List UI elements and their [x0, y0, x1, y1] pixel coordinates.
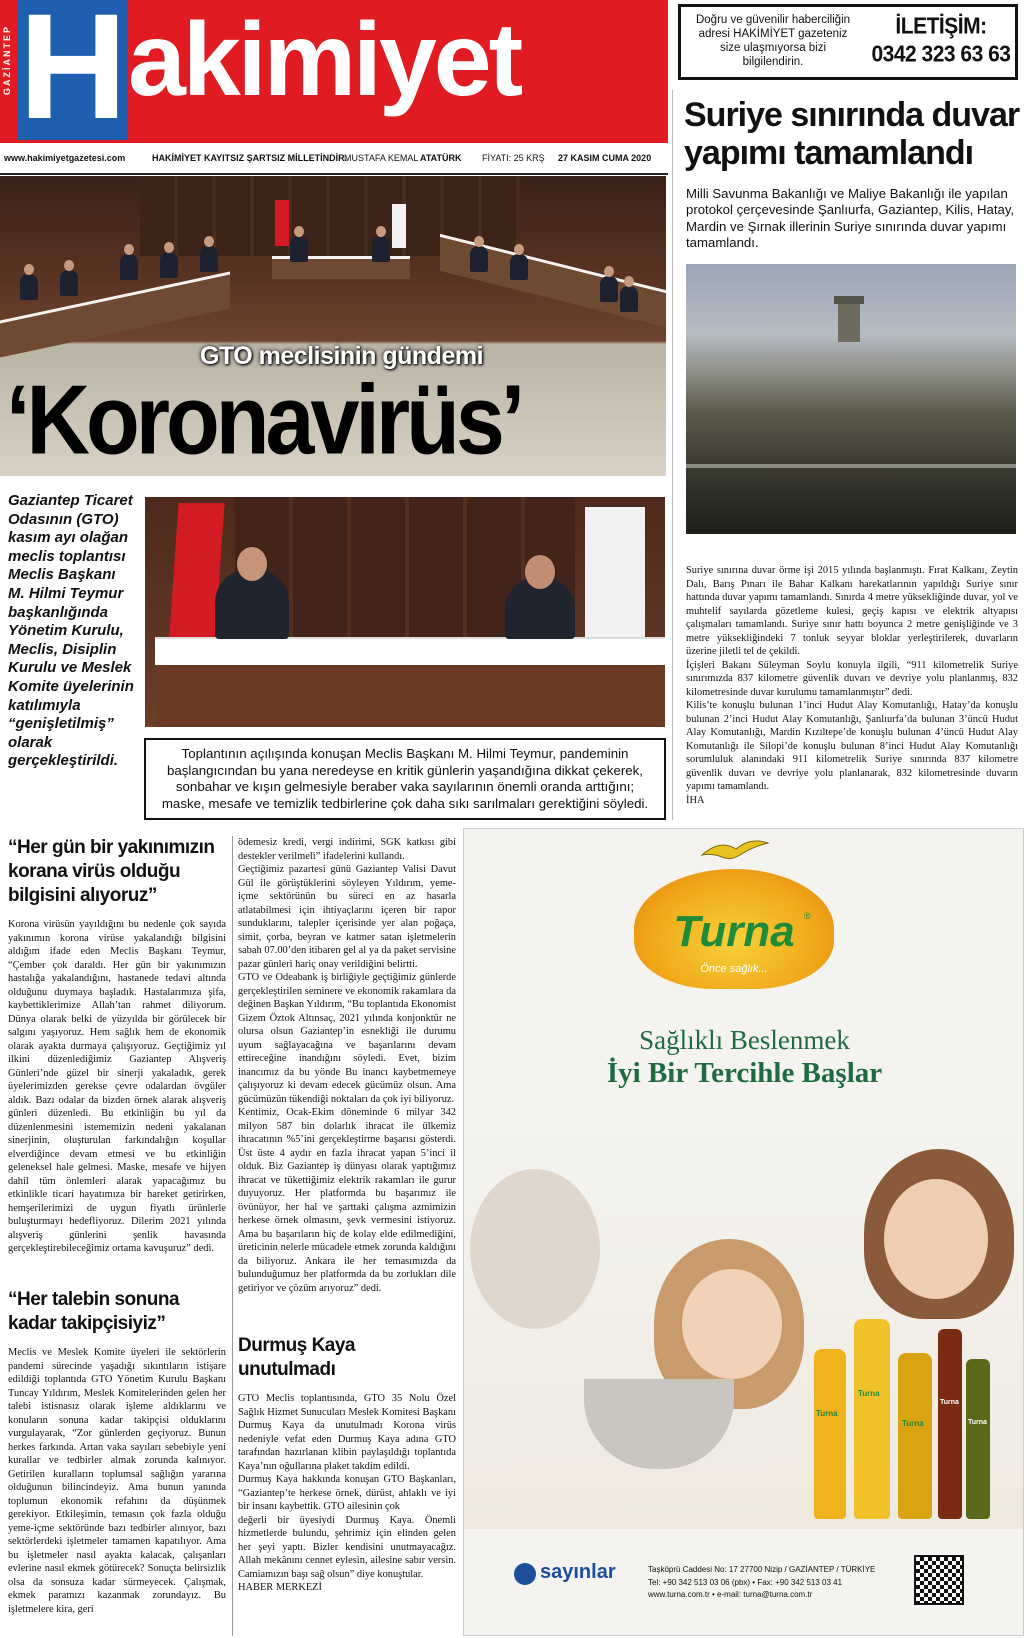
masthead	[0, 0, 668, 143]
suriye-paragraph: İçişleri Bakanı Süleyman Soylu konuyla ilgili, “911 kilometrelik Suriye sınırımızda 837 kilometre güvenlik duvarı ve devriye yolu planlanmış, 832 kilometresinde duvar kurulumu tamamlanmıştır” dedi.	[686, 659, 1018, 698]
bottle-label: Turna	[858, 1389, 880, 1398]
contact-phone[interactable]: 0342 323 63 63	[871, 41, 1011, 68]
motto-author-first: MUSTAFA KEMAL	[344, 153, 419, 163]
website-link[interactable]: www.hakimiyetgazetesi.com	[4, 153, 126, 163]
masthead-info-bar	[0, 143, 668, 175]
suriye-paragraph: Kilis’te konuşlu bulunan 1’inci Hudut Alay Komutanlığı, Hatay’da konuşlu bulunan 2’inci Hudut Alay Komutanlığı, Şanlıurfa’da bulunan 3’üncü Hudut Alay Komutanlığı, Mardin Kızıltepe’de konuşlu bulunan 4’üncü Hudut Alay Komutanlığı ile Silopi’de konuşlu bulunan 8’inci Hudut Alay Komutanlığı sorumluluk alanındaki 911 kilometrelik Suriye sınırında 837 kilometre güvenlik duvarı ve devriye yolu planlanarak, 832 kilometresinde duvarın yapımı tamamlandı.	[686, 700, 1018, 792]
brand-registered: ®	[804, 911, 811, 921]
suriye-paragraph: Suriye sınırına duvar örme işi 2015 yılında başlanmıştı. Fırat Kalkanı, Zeytin Dalı, Barış Pınarı ile Bahar Kalkanı harekatlarının yapıldığı Suriye sınır hattında duvar yapımı tamamlandı. Sınırda 4 metre yüksekliğinde duvar, yol ve muhtelif sayılarda gözetleme kulesi, geçiş kapısı ve elektrik altyapısı çalışmaları tamamlandı. Suriye sınır hattı boyunca 2 metre genişliğinde ve 3 metre yüksekliğindeki 7 tonluk seyyar bloklar yerleştirilerek, duvarların üzerine jiletli tel de çekildi.	[686, 565, 1018, 657]
maker-phone[interactable]: Tel: +90 342 513 03 06 (pbx) • Fax: +90 342 513 03 41	[648, 1578, 843, 1587]
price: FİYATI: 25 KRŞ	[482, 153, 545, 163]
column1-paragraph: Korona virüsün yayıldığını bu nedenle çok sayıda yakınımın korona virüse yakalandığı bilgisini aldığım ifade eden Meclis Başkanı Teymur, “Çember çok daraldı. Her gün bir yakınımızın hastalığa yakalandığını, hastanede tedavi altında olduğunu duymaya başladık. Hastalarımıza şifa, kaybettiklerimize Allah’tan rahmet diliyorum. Dünya olarak belki de yüzyılda bir görülecek bir salgını yaşıyoruz. Hem sağlık hem de ekonomik olarak ayakta durmaya çalışıyoruz. Geçtiğimiz yıl ilkini düzenlediğimiz Gaziantep Alışveriş Günleri’nde güzel bir sinerji yakaladık, gerek üyelerimizden gerekse çevre odalardan övgüler aldık. Bazı odalar da bizden örnek alarak alışveriş günleri düzenledi. Bu etkinliğin bu yıl da düzenlenmesini istememizin nedeni yakalanan sinerjinin, oluşturulan farkındalığın koşullar elverdiğince devam etmesi ve bu etkinliğin geleneksel hale gelmesi. Maske, mesafe ve hijyen dahil tüm önlemleri alarak yapacağımız bu etkinlikle ticari hayatımıza bir hareket getirirken, hemşerilerimizi de uygun fiyatlı ürünlerle buluşturmayı hedefliyoruz. Dilerim 2021 yılında alışveriş günlerini şenlik havasında gerçekleştirebileceğimiz ortama kavuşuruz” dedi.	[8, 919, 226, 1254]
brand-tagline: Önce sağlık...	[700, 963, 768, 975]
column2-paragraph: değerli bir üyesiydi Durmuş Kaya. Önemli hizmetlerde bulundu, şehrimiz için elinden gelen her şeyi yaptı. Bizler kendisini unutmayacağız. Allah mekânını cennet eylesin, ailesine sabır versin. Camiamızın başı sağ olsun” diye konuştular.	[238, 1514, 456, 1580]
maker-name: sayınlar	[540, 1561, 616, 1583]
masthead-city: GAZİANTEP	[2, 25, 12, 96]
maker-address: Taşköprü Caddesi No: 17 27700 Nizip / GAZİANTEP / TÜRKİYE	[648, 1565, 876, 1574]
column1-text-2	[8, 1346, 226, 1616]
column2-paragraph: GTO ve Odeabank iş birliğiyle geçtiğimiz günlerde gerçekleştirilen seminere ve ekonomik rakamlara da değinen Başkan Yıldırım, “Bu toplantıda Ekonomist Gizem Öztok Altınsaç, 2021 yılında konjonktür ne olursa olsun Gaziantep’in esnekliği ile durumu uyum sağlayacağına ve başarılarını devam ettireceğine inandığını söyledi. Evet, bizim inancımız da bu yönde Bu inancı kaybetmemeye çalışıyoruz ki devam edecek gücümüz olsun. Ama gücümüzün tükendiği noktaları da çok iyi biliyoruz.	[238, 972, 456, 1105]
ad-headline-1: Sağlıklı Beslenmek	[639, 1025, 850, 1055]
turna-logo	[634, 869, 834, 989]
ad-headline-2: İyi Bir Tercihle Başlar	[606, 1057, 883, 1089]
suriye-lead: Milli Savunma Bakanlığı ve Maliye Bakanlığı ile yapılan protokol çerçevesinde Şanlıurfa, Gaziantep, Kilis, Hatay, Mardin ve Şırnak illerinin Suriye sınırında duvar yapımı tamamlandı.	[686, 186, 1015, 251]
suriye-byline: İHA	[686, 794, 705, 806]
turna-advertisement[interactable]	[463, 828, 1024, 1636]
column2-paragraph: Geçtiğimiz pazartesi günü Gaziantep Valisi Davut Gül ile görüştüklerini söyleyen Yıldırım, yeme-içme sektörünün bu süreci en az hasarla atlatabilmesi için ihtiyaçlarını içeren bir rapor sunduklarını, talepler içerisinde yer alan poğaça, simit, çorba, beyran ve katmer satan işletmelerin sabah 07.00’den itibaren gel al ya da paket servisine pazar günleri hariç onay verildiğini belirtti.	[238, 864, 456, 970]
qr-code-icon[interactable]	[914, 1555, 964, 1605]
column2-byline: HABER MERKEZİ	[238, 1582, 322, 1593]
column-divider	[672, 90, 673, 820]
brand-name: Turna	[673, 907, 795, 956]
bottle-label: Turna	[940, 1399, 959, 1406]
suriye-headline: Suriye sınırında duvar yapımı tamamlandı	[684, 96, 1020, 172]
suriye-body	[686, 564, 1018, 807]
bottle-label: Turna	[816, 1409, 838, 1418]
motto: HAKİMİYET KAYITSIZ ŞARTSIZ MİLLETİNDİR.	[152, 153, 348, 163]
sayinlar-logo-icon	[514, 1563, 536, 1585]
column2-paragraph: Kentimiz, Ocak-Ekim döneminde 6 milyar 342 milyon 587 bin dolarlık ihracat ile ülkemiz ihracatının %5’ini gerçekleştirme başarısı gösterdi. Üst üste 4 aydır en fazla ihracat yapan 5’inci il olduk. Biz Gaziantep iş dünyası olarak yaptığımız ihracat ve tükettiğimiz elektrik rakamları ile gurur duyuyoruz. Her platformda bu başarımız ile övünüyor, her hal ve şarttaki çalışma azmimizin herkese örnek olmasını, şevk vermesini istiyoruz. Ama bu başarıların hiç de kolay elde edilmediğini, üreticinin nelerle mücadele etmek zorunda kaldığını da biliyoruz. Ankara ile her temasımızda da bulunduğumuz her platformda da bu zorlukları dile getiriyor ve çözüm arıyoruz” dedi.	[238, 1107, 456, 1294]
column1-text	[8, 918, 226, 1256]
bottle-label: Turna	[968, 1419, 987, 1426]
lead-headline: ‘Koronavirüs’	[6, 364, 522, 475]
bottle-label: Turna	[902, 1419, 924, 1428]
maker-web[interactable]: www.turna.com.tr • e-mail: turna@turna.com.tr	[648, 1590, 813, 1599]
logo-letter-h: H	[18, 0, 128, 140]
column1-paragraph: Meclis ve Meslek Komite üyeleri ile sektörlerin pandemi sürecinde yaşadığı sıkıntıların istişare edildiği toplantıda GTO Yönetim Kurulu Başkanı Tuncay Yıldırım, Meslek Komitelerinden gelen her talebi istisnasız olarak işleme aldıklarını ve konuların sonuna kadar takipçisi olduklarını vurgulayarak, “Zor günlerden geçiyoruz. Bunun herkes farkında. Artan vaka sayıları sebebiyle yeni kurallar ve tedbirler almak zorunda kalınıyor. Getirilen kuralların toplumsal sağlığın yararına olduğunun bilincindeyiz. Ama bunun yanında toplumun ekonomik refahını da düşünmek gerekiyor. Etkileşimin, temasın çok fazla olduğu yeme-içme sektöründe bazı tedbirler alınıyor, bazı sektörlerdeki işletmeler tamamen kapatılıyor. Ama bu işletmeler nasıl ayakta kalacak, çalışanları evlerine nasıl ekmek götürecek? Sonuçta belirsizlik olsa da sonsuza kadar sürmeyecek. Çalışmak, ekmek paramızı kazanmak zorundayız. Bu işletmelere kira, geri	[8, 1347, 226, 1615]
column1-quote-title: “Her gün bir yakınımızın korana virüs olduğu bilgisini alıyoruz”	[8, 837, 215, 906]
logo-wordmark: akimiyet	[128, 2, 521, 118]
column1-quote-title-2: “Her talebin sonuna kadar takipçisiyiz”	[8, 1289, 180, 1334]
contact-box	[678, 4, 1018, 80]
suriye-photo-border-wall	[686, 264, 1016, 534]
contact-label: İLETİŞİM:	[895, 13, 987, 40]
lead-photo-podium	[145, 497, 665, 727]
column2-paragraph: GTO Meclis toplantısında, GTO 35 Nolu Özel Sağlık Hizmet Sunucuları Meslek Komitesi Başkanı Durmuş Kaya da unutulmadı Korona virüs nedeniyle vefat eden Durmuş Kaya adına GTO tarafından hazırlanan klibin paylaşıldığı toplantıda Kaya’nın oğullarına plaket takdim edildi.	[238, 1393, 456, 1472]
crane-bird-icon	[700, 835, 770, 865]
ad-photo-family	[464, 1129, 1024, 1529]
column2-paragraph: Durmuş Kaya hakkında konuşan GTO Başkanları, “Gaziantep’te herkese örnek, dürüst, ahlaklı ve iyi bir insanı kaybettik. GTO ailesinin çok	[238, 1474, 456, 1512]
motto-author-last: ATATÜRK	[420, 153, 462, 163]
column2-subhead: Durmuş Kaya unutulmadı	[238, 1335, 355, 1380]
lead-kicker: GTO meclisinin gündemi	[200, 342, 484, 370]
contact-note: Doğru ve güvenilir haberciliğin adresi HAKİMİYET gazeteniz size ulaşmıyorsa bizi bilgilendirin.	[695, 14, 851, 68]
lead-intro: Gaziantep Ticaret Odasının (GTO) kasım ayı olağan meclis toplantısı Meclis Başkanı M. Hilmi Teymur başkanlığında Yönetim Kurulu, Meclis, Disiplin Kurulu ve Meslek Komite üyelerinin katılımıyla “genişletilmiş” olarak gerçekleştirildi.	[8, 492, 134, 770]
column2-text-2	[238, 1392, 456, 1595]
lead-caption: Toplantının açılışında konuşan Meclis Başkanı M. Hilmi Teymur, pandeminin başlangıcından bu yana neredeyse en kritik günlerin yaşandığına dikkat çekerek, sonbahar ve kışın gelmesiyle beraber vaka sayılarının önemli oranda arttığını; maske, mesafe ve temizlik tedbirlerine çok daha sıkı sarılmaları gerektiğini söyledi.	[144, 738, 666, 820]
column2-paragraph: ödemesiz kredi, vergi indirimi, SGK katkısı gibi destekler verilmeli” ifadelerini kullandı.	[238, 837, 456, 862]
column-divider	[232, 836, 233, 1636]
issue-date: 27 KASIM CUMA 2020	[558, 153, 652, 163]
column2-text	[238, 836, 456, 1295]
